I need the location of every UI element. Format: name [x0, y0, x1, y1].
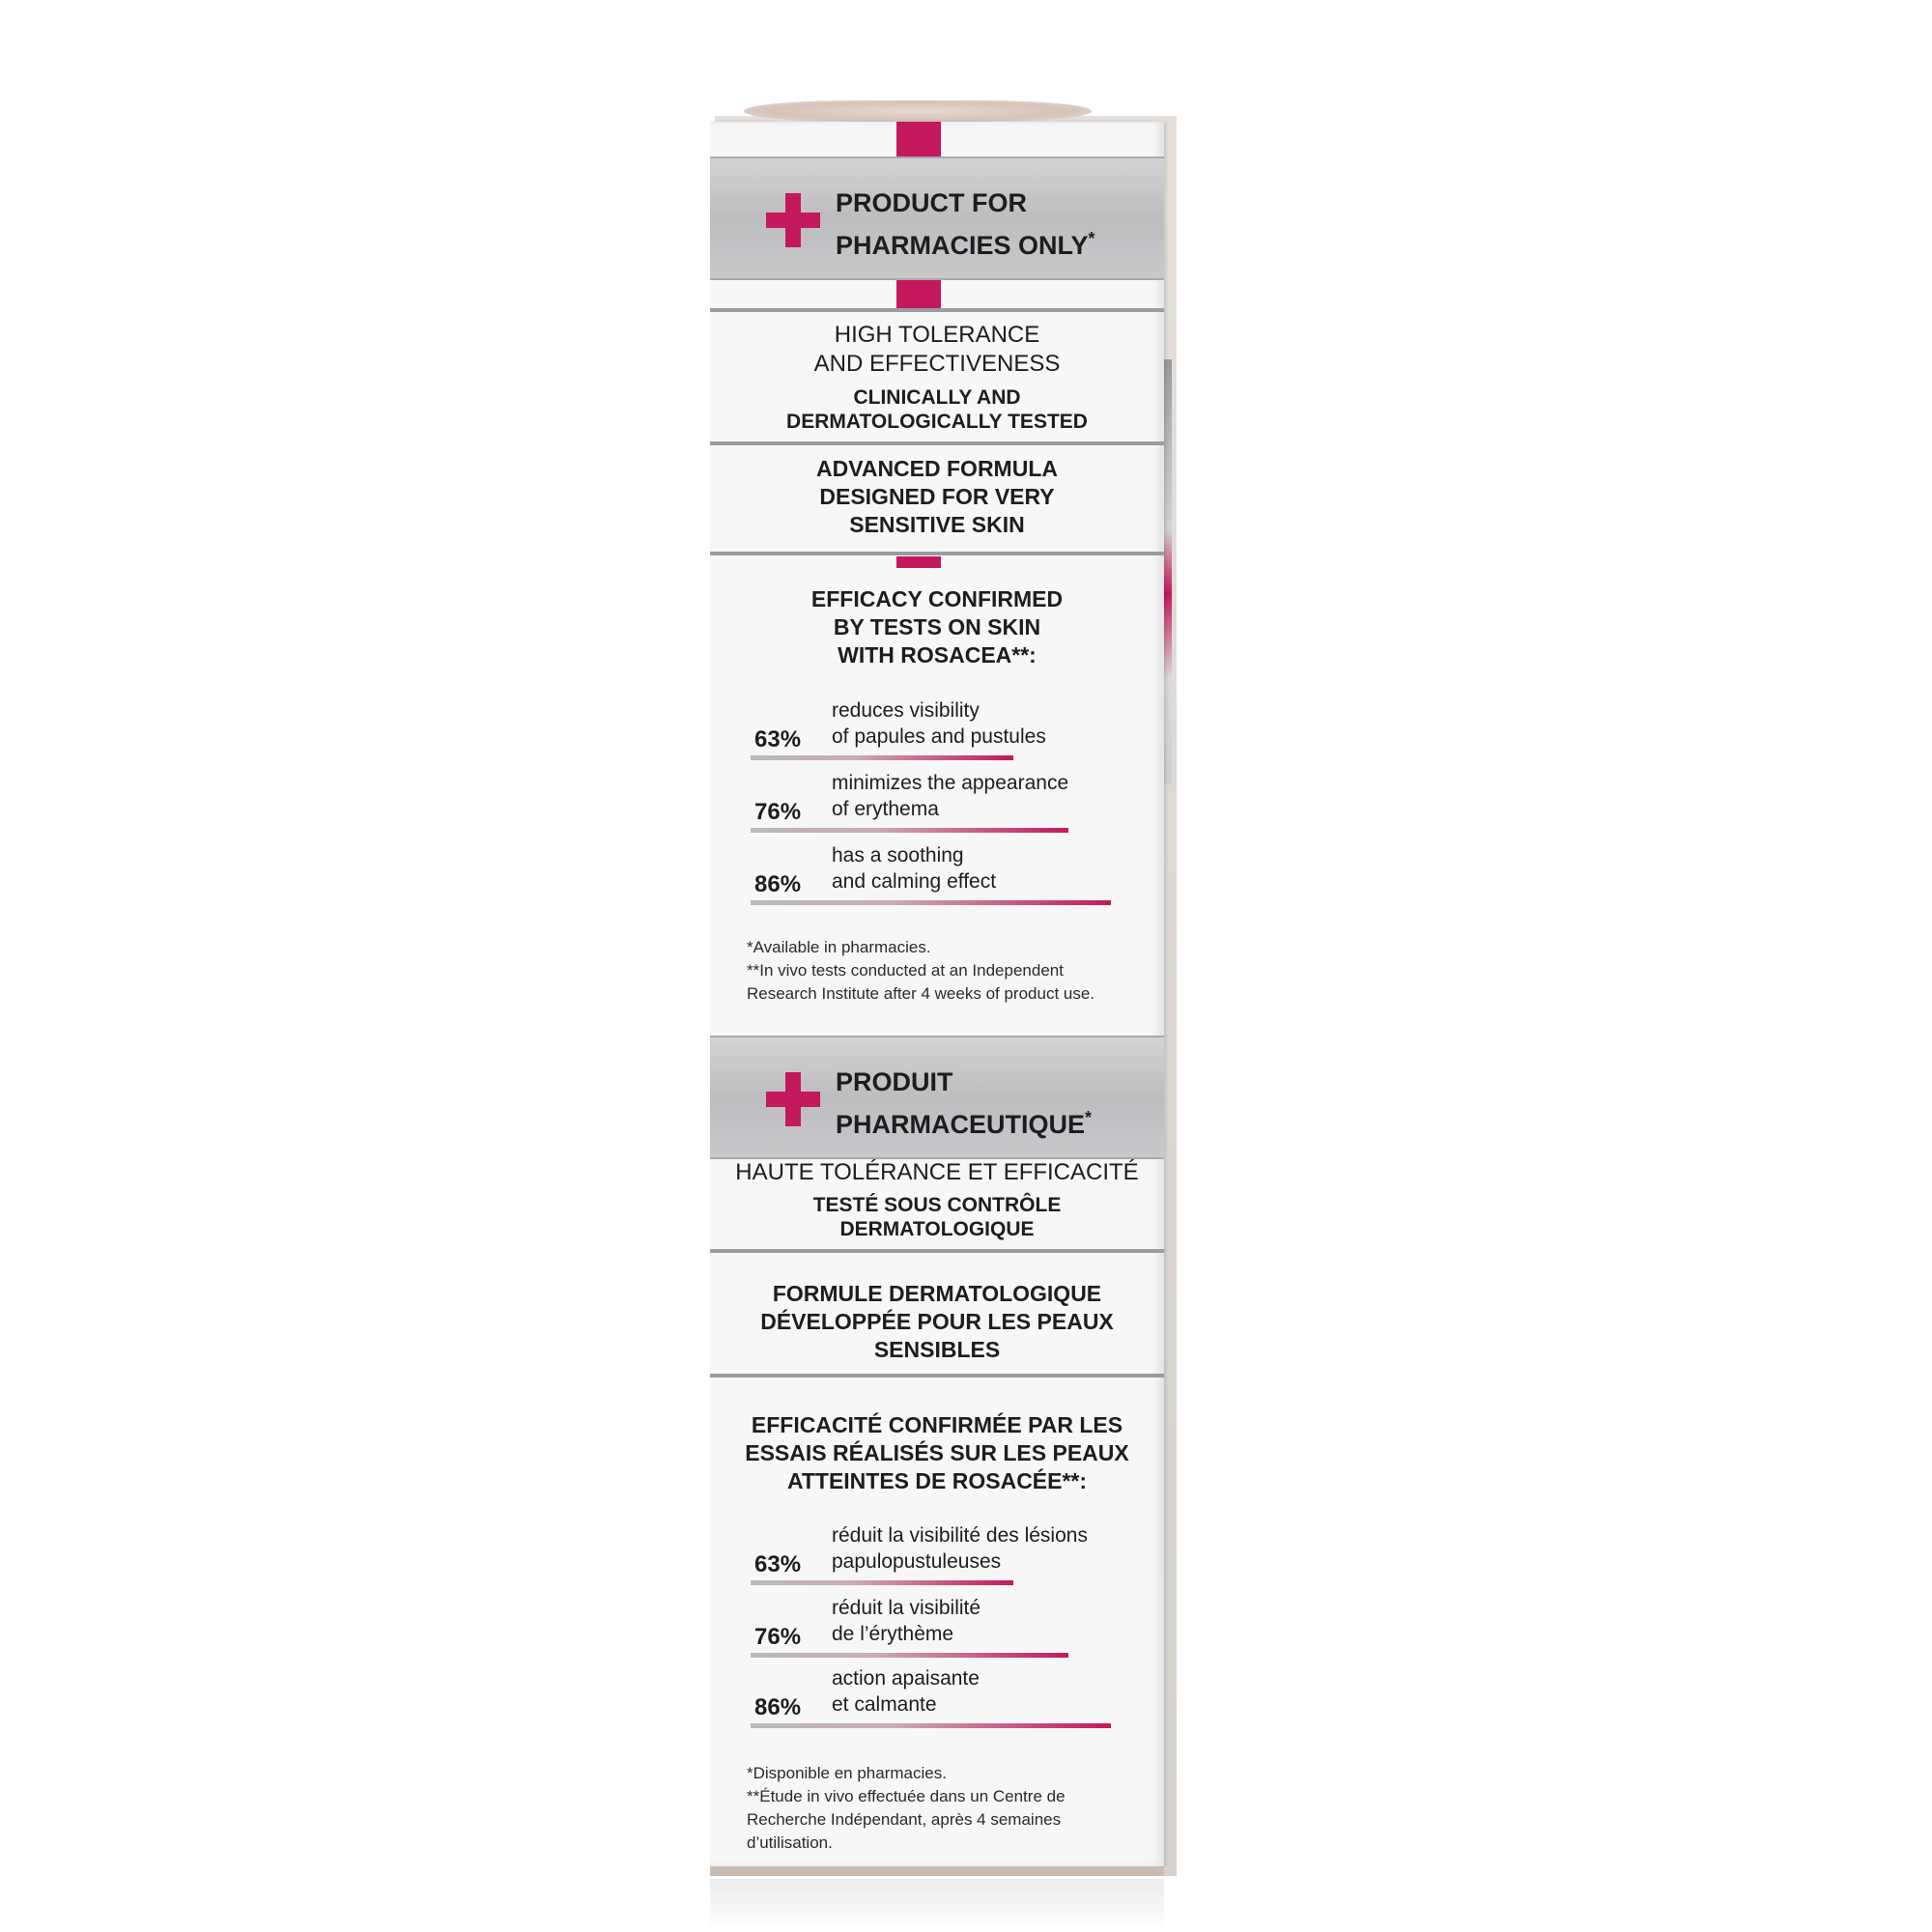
- stat-description: action apaisante et calmante: [832, 1667, 980, 1716]
- french-footnotes: *Disponible en pharmacies. **Étude in vivo effectuée dans un Centre de Recherche Indépendant, après 4 semaines d’utilisation.: [747, 1764, 1065, 1852]
- divider: [710, 441, 1164, 445]
- stat-row: [710, 770, 1164, 838]
- accent-bar: [896, 122, 941, 156]
- stat-bar: [751, 828, 1068, 833]
- stat-bar: [751, 1653, 1068, 1658]
- french-tested-claim: TESTÉ SOUS CONTRÔLE DERMATOLOGIQUE: [812, 1194, 1062, 1240]
- box-bottom-edge: [710, 1866, 1164, 1876]
- english-formula-claim: ADVANCED FORMULA DESIGNED FOR VERY SENSITIVE SKIN: [815, 456, 1058, 537]
- surface-reflection: [710, 1879, 1164, 1932]
- french-formula-claim: FORMULE DERMATOLOGIQUE DÉVELOPPÉE POUR LES PEAUX SENSIBLES: [760, 1281, 1114, 1362]
- stat-row: [710, 1595, 1164, 1662]
- stat-percent: 76%: [754, 799, 802, 825]
- divider: [710, 1374, 1164, 1378]
- stat-bar: [751, 900, 1111, 905]
- stat-row: [710, 842, 1164, 910]
- stat-percent: 86%: [754, 871, 802, 897]
- stat-description: réduit la visibilité des lésions papulopustuleuses: [832, 1524, 1088, 1573]
- english-footnotes: *Available in pharmacies. **In vivo tests conducted at an Independent Research Institute after 4 weeks of product use.: [747, 938, 1095, 1003]
- pharmacy-cross-icon: [766, 193, 820, 247]
- english-tested-claim: CLINICALLY AND DERMATOLOGICALLY TESTED: [786, 386, 1088, 433]
- english-efficacy-heading: EFFICACY CONFIRMED BY TESTS ON SKIN WITH ROSACEA**:: [810, 586, 1064, 668]
- stat-percent: 63%: [754, 1551, 802, 1577]
- french-header-band: [710, 1036, 1164, 1159]
- box-top-flap: [744, 100, 1092, 122]
- stat-row: [710, 1522, 1164, 1590]
- english-tolerance-heading: HIGH TOLERANCE AND EFFECTIVENESS: [813, 322, 1061, 377]
- box-side-edge: [1164, 359, 1172, 784]
- stat-description: reduces visibility of papules and pustules: [832, 699, 1046, 748]
- stat-percent: 63%: [754, 726, 802, 753]
- product-box-side-panel: [710, 122, 1164, 1866]
- english-header-title: PRODUCT FOR PHARMACIES ONLY*: [836, 188, 1095, 260]
- stat-description: has a soothing and calming effect: [832, 844, 997, 893]
- divider: [710, 308, 1164, 312]
- divider: [710, 552, 1164, 555]
- english-header-band: [710, 156, 1164, 280]
- stat-bar: [751, 1580, 1013, 1585]
- stat-description: minimizes the appearance of erythema: [832, 772, 1069, 820]
- stat-bar: [751, 1723, 1111, 1728]
- divider: [710, 1249, 1164, 1253]
- stat-percent: 86%: [754, 1694, 802, 1720]
- stat-row: [710, 697, 1164, 765]
- french-tolerance-heading: HAUTE TOLÉRANCE ET EFFICACITÉ: [735, 1159, 1139, 1185]
- french-header-title: PRODUIT PHARMACEUTIQUE*: [836, 1067, 1093, 1139]
- stat-percent: 76%: [754, 1624, 802, 1650]
- french-efficacy-heading: EFFICACITÉ CONFIRMÉE PAR LES ESSAIS RÉALISÉS SUR LES PEAUX ATTEINTES DE ROSACÉE**:: [745, 1412, 1129, 1493]
- stat-description: réduit la visibilité de l’érythème: [832, 1597, 981, 1645]
- stat-bar: [751, 755, 1013, 760]
- stat-row: [710, 1665, 1164, 1733]
- pharmacy-cross-icon: [766, 1072, 820, 1126]
- accent-bar: [896, 556, 941, 568]
